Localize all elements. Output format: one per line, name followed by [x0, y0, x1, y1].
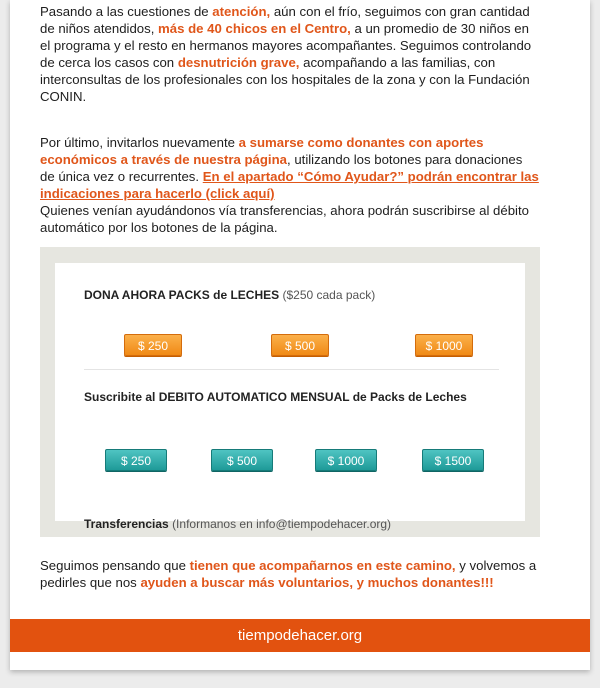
transfer-title: Transferencias (Informanos en info@tiempodehacer.org): [84, 517, 392, 531]
text: acompañando a las familias, con interconsultas de los profesionales con los hospitales de la zona y con la Fundación CONIN.: [40, 55, 530, 104]
subscribe-500-button[interactable]: $ 500: [211, 449, 273, 471]
text: , utilizando los botones para donaciones de única vez o recurrentes.: [40, 152, 523, 184]
donate-250-button[interactable]: $ 250: [124, 334, 182, 356]
text: y volvemos a pedirles que nos: [40, 558, 537, 590]
text: a un promedio de 30 niños en el programa y el resto en hermanos mayores acompañantes. Seguimos controlando de cerca los casos con: [40, 21, 532, 70]
packs-title: DONA AHORA PACKS de LECHES ($250 cada pack): [84, 288, 376, 302]
paragraph-donors: [40, 134, 540, 236]
highlight-donors: a sumarse como donantes con aportes económicos a través de nuestra página: [40, 135, 484, 167]
highlight-accompany: tienen que acompañarnos en este camino,: [189, 558, 456, 573]
subscribe-1500-button[interactable]: $ 1500: [422, 449, 484, 471]
transfer-note: (Informanos en info@tiempodehacer.org): [172, 517, 392, 531]
subscribe-title: Suscribite al DEBITO AUTOMATICO MENSUAL de Packs de Leches: [84, 390, 467, 404]
subscribe-1000-button[interactable]: $ 1000: [315, 449, 377, 471]
paragraph-attention: [40, 3, 540, 105]
donation-panel: [40, 247, 540, 537]
how-to-help-link[interactable]: En el apartado “Cómo Ayudar?” podrán encontrar las indicaciones para hacerlo (click aquí): [40, 169, 539, 201]
donation-card: [55, 263, 525, 531]
highlight-attention: atención,: [212, 4, 271, 19]
paragraph-volunteers: [40, 557, 540, 591]
footer-bar: [10, 619, 590, 652]
highlight-malnutrition: desnutrición grave,: [177, 55, 300, 70]
highlight-volunteers: ayuden a buscar más voluntarios, y muchos donantes!!!: [140, 575, 494, 590]
footer-site-link[interactable]: tiempodehacer.org: [237, 627, 363, 644]
donate-500-button[interactable]: $ 500: [271, 334, 329, 356]
text: Seguimos pensando que: [40, 558, 190, 573]
text: Pasando a las cuestiones de: [40, 4, 213, 19]
packs-note: ($250 cada pack): [282, 288, 376, 302]
divider: [84, 369, 499, 370]
donate-1000-button[interactable]: $ 1000: [415, 334, 473, 356]
text: Quienes venían ayudándonos vía transferencias, ahora podrán suscribirse al débito automático por los botones de la página.: [40, 203, 529, 235]
text: Por último, invitarlos nuevamente: [40, 135, 239, 150]
text: aún con el frío, seguimos con gran cantidad de niños atendidos,: [40, 4, 530, 36]
highlight-children-count: más de 40 chicos en el Centro,: [158, 21, 351, 36]
subscribe-250-button[interactable]: $ 250: [105, 449, 167, 471]
